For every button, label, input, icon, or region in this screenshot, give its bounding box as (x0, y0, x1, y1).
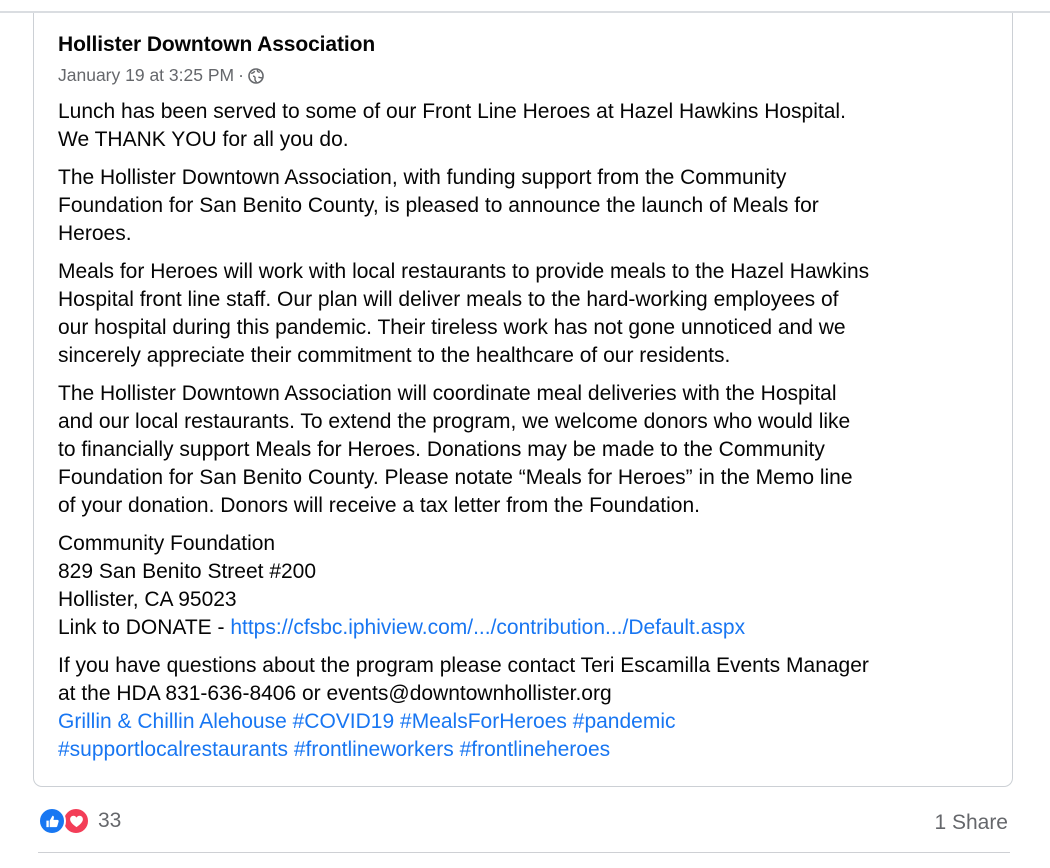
text-line: Meals for Heroes will work with local restaurants to provide meals to the Hazel Hawkins (58, 260, 870, 283)
shared-post-card (33, 13, 1013, 787)
text-line: The Hollister Downtown Association will coordinate meal deliveries with the Hospital (58, 382, 837, 405)
address-line: Community Foundation (58, 532, 276, 555)
text-line: sincerely appreciate their commitment to the healthcare of our residents. (58, 344, 731, 367)
reactions-summary[interactable] (38, 807, 121, 835)
post-timestamp[interactable]: January 19 at 3:25 PM (58, 65, 235, 85)
text-line: to financially support Meals for Heroes. Donations may be made to the Community (58, 438, 825, 461)
donate-line (58, 614, 1003, 642)
text-line: our hospital during this pandemic. Their tireless work has not gone unnoticed and we (58, 316, 846, 339)
meta-separator: · (238, 65, 244, 85)
hashtag-line (58, 736, 1003, 764)
hashtag-link[interactable]: #supportlocalrestaurants (58, 738, 288, 761)
text-line: Heroes. (58, 222, 132, 245)
hashtag-link[interactable]: #MealsForHeroes (400, 710, 567, 733)
text-line: at the HDA 831-636-8406 or events@downtownhollister.org (58, 682, 612, 705)
hashtag-line (58, 708, 1003, 736)
globe-icon (248, 68, 264, 84)
post-body (58, 98, 1003, 774)
post-author[interactable]: Hollister Downtown Association (58, 33, 376, 56)
text-line: We THANK YOU for all you do. (58, 128, 349, 151)
hashtag-link[interactable]: #frontlineworkers (293, 738, 454, 761)
text-line: Lunch has been served to some of our Front Line Heroes at Hazel Hawkins Hospital. (58, 100, 846, 123)
hashtag-link[interactable]: #pandemic (572, 710, 676, 733)
tagged-page-link[interactable]: Grillin & Chillin Alehouse (58, 710, 287, 733)
address-line: 829 San Benito Street #200 (58, 560, 317, 583)
share-count[interactable]: 1 Share (934, 811, 1008, 834)
contact-paragraph (58, 652, 1003, 764)
engagement-divider (38, 852, 1010, 853)
reaction-count: 33 (98, 809, 122, 832)
post-paragraph-4 (58, 380, 1003, 520)
post-meta (58, 65, 264, 86)
text-line: Hospital front line staff. Our plan will deliver meals to the hard-working employees of (58, 288, 839, 311)
post-paragraph-1 (58, 98, 1003, 154)
like-icon (38, 807, 66, 835)
text-line: The Hollister Downtown Association, with funding support from the Community (58, 166, 787, 189)
hashtag-link[interactable]: #COVID19 (292, 710, 395, 733)
donation-address (58, 530, 1003, 642)
post-paragraph-2 (58, 164, 1003, 248)
text-line: If you have questions about the program please contact Teri Escamilla Events Manager (58, 654, 869, 677)
text-line: of your donation. Donors will receive a tax letter from the Foundation. (58, 494, 700, 517)
text-line: Foundation for San Benito County. Please notate “Meals for Heroes” in the Memo line (58, 466, 853, 489)
post-engagement-bar (38, 805, 1010, 841)
hashtag-link[interactable]: #frontlineheroes (459, 738, 611, 761)
donate-link[interactable]: https://cfsbc.iphiview.com/.../contribution.../Default.aspx (230, 616, 746, 639)
donate-prefix: Link to DONATE - (58, 616, 231, 639)
love-icon (62, 807, 90, 835)
text-line: Foundation for San Benito County, is pleased to announce the launch of Meals for (58, 194, 819, 217)
text-line: and our local restaurants. To extend the program, we welcome donors who would like (58, 410, 851, 433)
post-paragraph-3 (58, 258, 1003, 370)
address-line: Hollister, CA 95023 (58, 588, 237, 611)
